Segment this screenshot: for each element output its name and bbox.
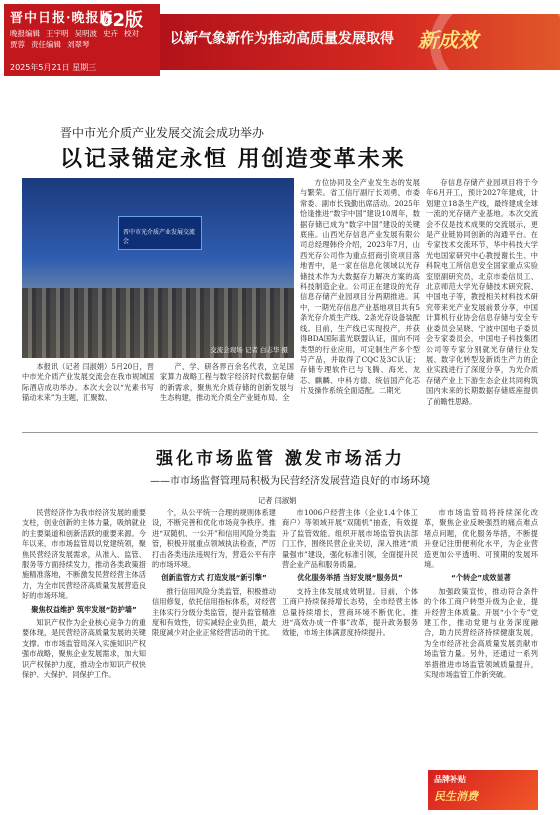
article2-subtitle: 优化服务举措 当好发展“服务员” bbox=[297, 573, 403, 583]
article2-subtitle: 创新监管方式 打造发展“新引擎” bbox=[161, 573, 267, 583]
edition-number: 02版 bbox=[100, 10, 144, 31]
stage-screen bbox=[118, 216, 202, 250]
article2-text: 市市场监管局将持续深化改革，聚焦企业反映强烈的痛点难点堵点问题，优化服务举措，不断提升登记注册便利化水平，为企业营造更加公平透明、可预期的发展环境。 bbox=[424, 508, 538, 570]
article2-column-1 bbox=[22, 508, 146, 810]
article1-text: 本报讯（记者 闫淑娟）5月20日，晋中市光介质产业发展交流会在我市规域国际酒店成功举办。本次大会以“光素书写 锚动未来”为主题，汇聚数、 bbox=[22, 362, 154, 403]
article2-text: 知识产权作为企业核心竞争力的重要体现，是民营经济高质量发展的关键支撑。市市场监管局深入实施知识产权强市战略，聚焦企业发展需求，加大知识产权保护力度，推动全市知识产权快保护、大保护、同保护工作。 bbox=[22, 618, 146, 680]
article2-text: 加强政策宣传，推动符合条件的个体工商户转型升级为企业，提升经营主体质量。开展“小个专”党建工作，推动党建与业务深度融合，助力民营经济持续健康发展，为全市经济社会高质量发展贡献市场监管力量。另外，还通过一系列举措推进市场监管领域质量提升，实现市场监管工作新突破。 bbox=[424, 586, 538, 680]
staff-item: 史卉 bbox=[103, 29, 118, 38]
stage-screen-text: 晋中市光介质产业发展交流会 bbox=[123, 229, 196, 245]
article1-column-1 bbox=[22, 362, 154, 430]
staff-item: 王宇明 bbox=[46, 29, 69, 38]
staff-item: 吴明波 bbox=[74, 29, 97, 38]
article1-text: 方位协同及全产业发生态的发展与繁荣。省工信厅副厅长刘勇，市委常委、副市长钱勤出席活动。2025年恰逢推进“数字中国”建设10周年，数据存储已成为“数字中国”建设的关键底座。山西光存信息产业发展有限公司总经理韩伶介绍，2023年7月，山西光存公司作为重点招商引资项目落地晋中，是一家在信息化领域以光存储技术作为大数据存力解决方案的高科技制造企业。公司正在建设的光存信息存储产业园项目分两期推进。其中，一期光存信息产业基地项目共有5条光存介质生产线、2条光存设备装配线。目前，生产线已实现投产，并获得BDA国际蓝光联盟认证，面向不同类型的行业应用，可定制生产多个型号产品，并取得了CQC及3C认证；存储专理软件已与飞腾、海光、龙芯、麒麟、中科方德、统信国产化芯片及操作系统全面适配。二期光 bbox=[300, 178, 420, 396]
masthead bbox=[0, 0, 560, 80]
ad-line-1: 品牌补贴 bbox=[434, 775, 466, 784]
staff-item: 晚报编辑 bbox=[10, 29, 40, 38]
staff-item: 责任编辑 bbox=[31, 40, 61, 49]
article1-text: 存信息存储产业园项目将于今年6月开工，预计2027年建成，计划建立18条生产线，最终建成全球一流的光存储产业基地。本次交流会不仅是技术成果的交流展示，更是产业链协同创新的沟通平台。在专家技术交流环节，华中科技大学光电国家研究中心教授谢长生、中科院电工所信息安全国家重点实验室原副研究员，北京市委信员工、北京师范大学光存储技术研究院、中国电子等，教授相关材料技术研究带来光产业发展前景分享，中国计算机行业协会信息存储与安全专业委员会吴晓、宁波中国电子委员会专家委员会，中国电子科技集团公司等专家分别就光存储行业发展、数字化转型及新质生产力的企业实践进行了深度分享，为光介质存储产业上下游生态企业共同构筑国内未来的长期数据存储底座提供了前瞻性思路。 bbox=[426, 178, 538, 406]
article2-column-4 bbox=[424, 508, 538, 766]
advertisement-banner bbox=[428, 770, 538, 810]
article2-subtitle: 聚焦权益维护 筑牢发展“防护墙” bbox=[31, 604, 137, 614]
newspaper-logo: 晋中日报·晚报版 bbox=[10, 11, 114, 26]
slogan-banner bbox=[160, 14, 560, 70]
ad-line-2: 民生消费 bbox=[434, 790, 478, 803]
staff-item: 校对 bbox=[124, 29, 139, 38]
article1-column-2 bbox=[160, 362, 294, 430]
article2-text: 支持主体发展成效明显。目前，个体工商户持续保持增长态势，全市经营主体总量持续增长，营商环境不断优化。推进“高效办成一件事”改革，提升政务服务效能，市场主体满意度持续提升。 bbox=[282, 586, 418, 638]
article2-text: 民营经济作为我市经济发展的重要支柱，创业创新的主体力量，吸纳就业的主要渠道和创新活跃的重要来源。今年以来，市市场监管局以党建统领，聚焦民营经济发展需求，从准入、监管、服务等方面持续发力，推动各类政策措施精准落地，不断激发民营经营主体活力，为全市民营经济高质量发展营造良好的市场环境。 bbox=[22, 508, 146, 601]
article2-column-3 bbox=[282, 508, 418, 810]
photo-credit: 交流会现场 记者 白志华 摄 bbox=[210, 346, 288, 354]
banner-text: 以新气象新作为推动高质量发展取得 bbox=[170, 31, 394, 47]
article2-text: 市1006户经营主体（企业1.4个体工商户）等领域开展“双随机”抽查，有效提升了监管效能。组织开展市场监管执法部门工作，围绕民营企业关切，深入推进“质量强市”建设，强化标准引领，全面提升民营企业产品和服务质量。 bbox=[282, 508, 418, 570]
article1-text: 产、学、研各界百余名代表，立足国家算力战略工程与数字经济时代数据存储的新需求，聚焦光介质存储的创新发展与生态构建，推动光介质全产业链布局、全 bbox=[160, 362, 294, 403]
article1-column-4 bbox=[426, 178, 538, 430]
article2-subtitle: “个转企”成效显著 bbox=[451, 573, 511, 583]
event-photo bbox=[22, 178, 294, 358]
article1-kicker: 晋中市光介质产业发展交流会成功举办 bbox=[60, 126, 265, 140]
staff-item: 刘翠琴 bbox=[67, 40, 90, 49]
article2-byline: 记者 闫淑娟 bbox=[258, 496, 297, 505]
banner-slogan: 新成效 bbox=[418, 28, 478, 52]
article2-subhead: ——市市场监督管理局积极为民营经济发展营造良好的市场环境 bbox=[150, 476, 430, 487]
staff-list bbox=[10, 28, 156, 50]
article2-text: 推行信用风险分类监管，积极推动信用修复，依托信用指标体系，对经营主体实行分级分类监管，提升监管精准度和有效性，切实减轻企业负担，最大限度减少对企业正常经营活动的干扰。 bbox=[152, 586, 276, 638]
article2-headline: 强化市场监管 激发市场活力 bbox=[156, 449, 405, 469]
section-divider bbox=[22, 432, 538, 433]
article2-text: 个，从公平统一合理的规则体系建设，不断完善和优化市场竞争秩序。推进“双随机、一公开”和信用风险分类监管，积极开展重点领域执法检查，严厉打击各类违法违规行为，营造公平有序的市场环境。 bbox=[152, 508, 276, 570]
article1-headline: 以记录锚定永恒 用创造变革未来 bbox=[60, 147, 406, 172]
issue-date: 2025年5月21日 星期三 bbox=[10, 63, 97, 72]
masthead-nameplate bbox=[4, 4, 160, 76]
article2-column-2 bbox=[152, 508, 276, 810]
article1-column-3 bbox=[300, 178, 420, 430]
staff-item: 贾蓉 bbox=[10, 40, 25, 49]
